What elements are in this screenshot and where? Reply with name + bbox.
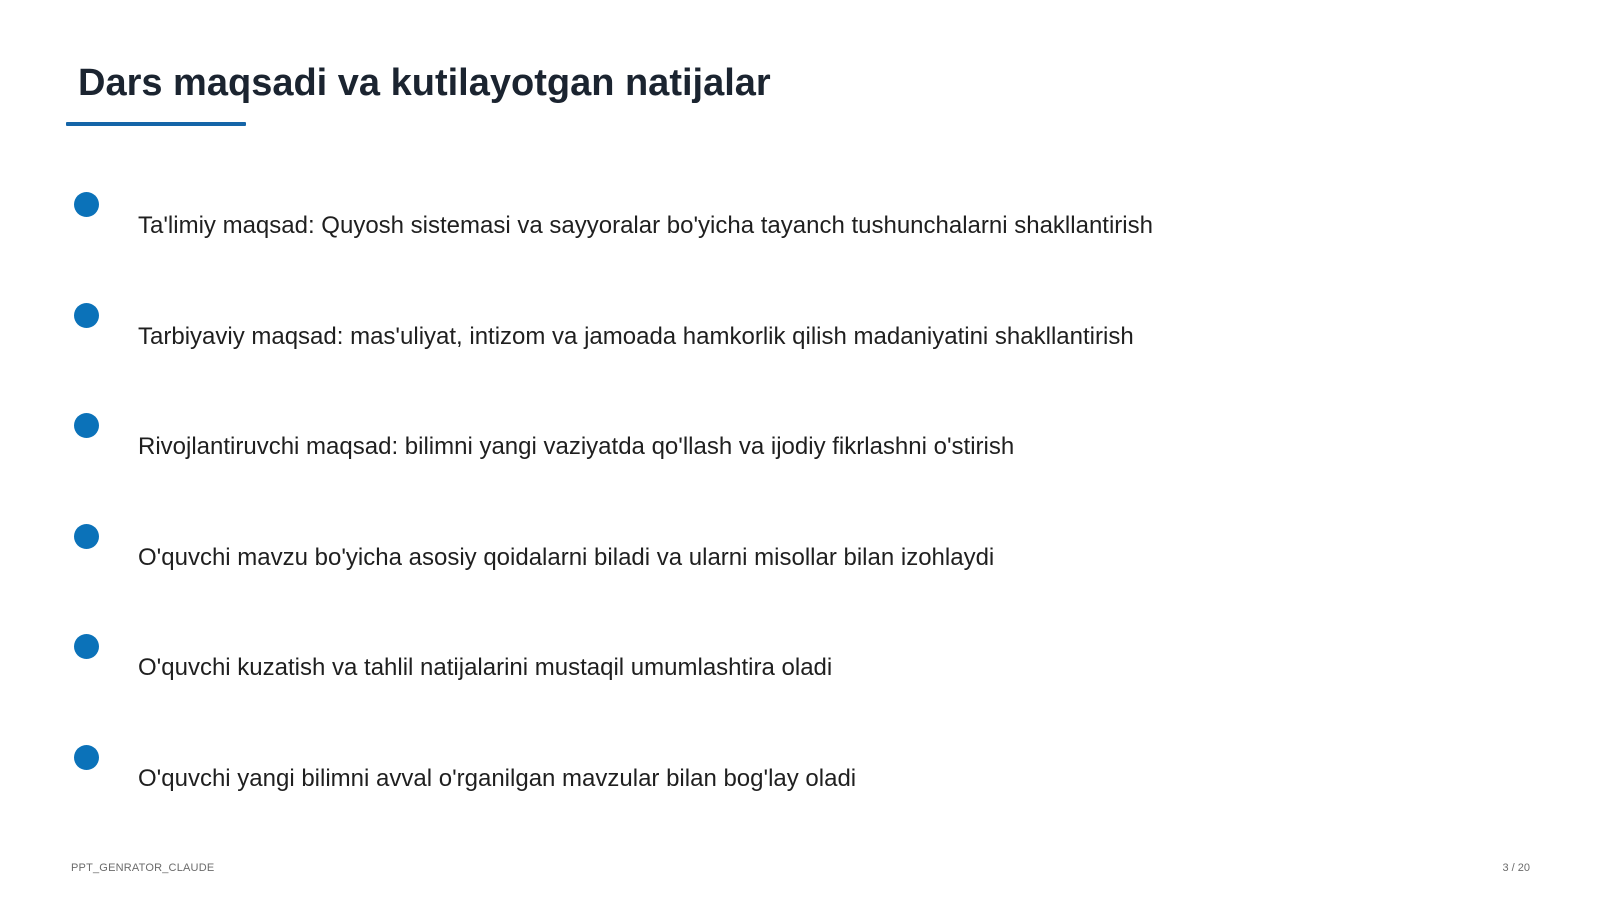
bullet-text: O'quvchi kuzatish va tahlil natijalarini mustaqil umumlashtira oladi xyxy=(138,654,833,681)
bullet-item xyxy=(0,634,1600,724)
bullet-item xyxy=(0,303,1600,393)
bullet-dot-icon xyxy=(74,192,99,217)
bullet-text: Tarbiyaviy maqsad: mas'uliyat, intizom va jamoada hamkorlik qilish madaniyatini shakllantirish xyxy=(138,323,1134,350)
bullet-dot-icon xyxy=(74,524,99,549)
bullet-item xyxy=(0,524,1600,614)
bullet-text: Rivojlantiruvchi maqsad: bilimni yangi vaziyatda qo'llash va ijodiy fikrlashni o'stirish xyxy=(138,433,1015,460)
bullet-dot-icon xyxy=(74,303,99,328)
bullet-dot-icon xyxy=(74,413,99,438)
bullet-item xyxy=(0,192,1600,282)
bullet-item xyxy=(0,413,1600,503)
bullet-item xyxy=(0,745,1600,835)
bullet-dot-icon xyxy=(74,745,99,770)
bullet-text: O'quvchi mavzu bo'yicha asosiy qoidalarni biladi va ularni misollar bilan izohlaydi xyxy=(138,544,995,571)
bullet-dot-icon xyxy=(74,634,99,659)
page-number: 3 / 20 xyxy=(1502,862,1530,874)
bullet-text: O'quvchi yangi bilimni avval o'rganilgan mavzular bilan bog'lay oladi xyxy=(138,765,857,792)
slide-title: Dars maqsadi va kutilayotgan natijalar xyxy=(78,62,771,104)
footer-source: PPT_GENRATOR_CLAUDE xyxy=(71,862,215,874)
bullet-text: Ta'limiy maqsad: Quyosh sistemasi va sayyoralar bo'yicha tayanch tushunchalarni shakllantirish xyxy=(138,212,1153,239)
